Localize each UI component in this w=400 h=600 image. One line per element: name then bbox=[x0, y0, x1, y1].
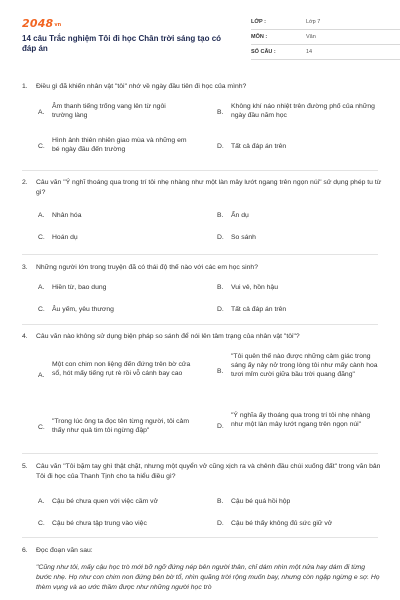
divider bbox=[22, 537, 378, 538]
question-3 bbox=[22, 263, 382, 323]
question-number: 1. bbox=[22, 83, 28, 90]
question-stem bbox=[22, 462, 382, 482]
option-b[interactable] bbox=[217, 102, 382, 122]
option-text: Một con chim non liệng đến đứng trên bờ cửa sổ, hót mấy tiếng rụt rè rồi vỗ cánh bay cao bbox=[52, 361, 191, 377]
question-text: Những người lớn trong truyện đã có thái độ thế nào với các em học sinh? bbox=[36, 264, 258, 271]
question-number: 5. bbox=[22, 463, 28, 470]
question-number: 6. bbox=[22, 547, 28, 554]
option-c[interactable] bbox=[38, 305, 198, 315]
question-number: 3. bbox=[22, 264, 28, 271]
option-b[interactable] bbox=[217, 283, 382, 293]
option-text: Cậu bé chưa quen với việc cầm vở bbox=[52, 498, 159, 505]
question-text: Câu văn "Ý nghĩ thoáng qua trong trí tôi nhẹ nhàng như một làn mây lướt ngang trên ngọn núi" sử dụng phép tu từ gì? bbox=[36, 179, 382, 196]
option-text: Cậu bé quá hồi hộp bbox=[231, 498, 291, 505]
meta-row-subject bbox=[251, 30, 400, 45]
option-b[interactable] bbox=[217, 211, 382, 221]
option-letter: C. bbox=[38, 234, 45, 241]
option-a[interactable] bbox=[38, 497, 208, 507]
option-a[interactable] bbox=[38, 283, 198, 293]
option-d[interactable] bbox=[217, 142, 382, 152]
question-stem bbox=[22, 546, 382, 556]
option-text: Hiền từ, bao dung bbox=[52, 284, 107, 291]
option-letter: D. bbox=[217, 423, 224, 430]
option-text: "Tôi quên thế nào được những cảm giác trong sáng ấy nảy nở trong lòng tôi như mấy cành hoa tươi mỉm cười giữa bầu trời quang đãng" bbox=[231, 353, 378, 378]
option-text: Cậu bé thấy không đủ sức giữ vở bbox=[231, 520, 333, 527]
question-text: Câu văn "Tôi bặm tay ghì thật chặt, nhưng một quyển vở cũng xịch ra và chênh đầu chúi xuống đất" trong văn bản Tôi đi học của Thanh Tịnh cho ta hiểu điều gì? bbox=[36, 463, 381, 480]
option-letter: B. bbox=[217, 368, 224, 375]
reading-passage: "Cũng như tôi, mấy cậu học trò mới bỡ ngỡ đứng nép bên người thân, chỉ dám nhìn một nửa hay dám đi từng bước nhẹ. Họ như con chim non đứng bên bờ tổ, nhìn quãng trời rộng muốn bay, nhưng còn ngập ngừng e sợ. Họ thèm vụng và ao ước thầm được như những người học trò bbox=[36, 564, 380, 591]
option-text: "Trong lúc ông ta đọc tên từng người, tôi cảm thấy như quả tim tôi ngừng đập" bbox=[52, 418, 189, 434]
option-text: Không khí náo nhiệt trên đường phố của những ngày đầu năm học bbox=[231, 103, 375, 119]
option-text: Ẩn dụ bbox=[231, 212, 249, 219]
question-text: Điều gì đã khiến nhân vật "tôi" nhớ về ngày đầu tiên đi học của mình? bbox=[36, 83, 247, 90]
question-number: 2. bbox=[22, 179, 28, 186]
option-a[interactable] bbox=[38, 102, 198, 122]
option-text: Vui vẻ, hồn hậu bbox=[231, 284, 278, 291]
question-stem bbox=[22, 332, 382, 342]
question-5 bbox=[22, 462, 382, 532]
meta-label: SỐ CÂU : bbox=[251, 49, 276, 55]
option-b[interactable] bbox=[217, 352, 382, 392]
option-text: "Ý nghĩa ấy thoáng qua trong trí tôi nhẹ nhàng như một làn mây lướt ngang trên ngọn núi" bbox=[231, 412, 371, 428]
option-text: Tất cả đáp án trên bbox=[231, 306, 287, 313]
option-text: Hình ảnh thiên nhiên giao mùa và những em bé ngày đầu đến trường bbox=[52, 137, 187, 153]
divider bbox=[22, 254, 378, 255]
question-stem bbox=[22, 82, 382, 92]
logo-sub-text: vn bbox=[54, 22, 62, 28]
question-4 bbox=[22, 332, 382, 450]
meta-row-grade bbox=[251, 15, 400, 30]
option-letter: B. bbox=[217, 109, 224, 116]
option-c[interactable] bbox=[38, 417, 208, 437]
option-letter: A. bbox=[38, 284, 45, 291]
divider bbox=[22, 324, 378, 325]
logo-main-text: 2048 bbox=[22, 17, 54, 30]
option-letter: D. bbox=[217, 143, 224, 150]
option-a[interactable] bbox=[38, 211, 198, 221]
option-text: Cậu bé chưa tập trung vào việc bbox=[52, 520, 147, 527]
option-text: Hoán dụ bbox=[52, 234, 78, 241]
option-text: So sánh bbox=[231, 234, 256, 241]
option-text: Âm thanh tiếng trống vang lên từ ngôi trường làng bbox=[52, 103, 166, 119]
meta-label: LỚP : bbox=[251, 19, 266, 25]
question-1 bbox=[22, 82, 382, 172]
option-b[interactable] bbox=[217, 497, 382, 507]
option-letter: D. bbox=[217, 306, 224, 313]
option-d[interactable] bbox=[217, 411, 382, 441]
option-letter: D. bbox=[217, 234, 224, 241]
meta-row-count bbox=[251, 45, 400, 60]
option-letter: A. bbox=[38, 109, 45, 116]
option-letter: C. bbox=[38, 424, 45, 431]
option-text: Nhân hóa bbox=[52, 212, 82, 219]
option-letter: D. bbox=[217, 520, 224, 527]
option-letter: A. bbox=[38, 372, 45, 379]
option-text: Tất cả đáp án trên bbox=[231, 143, 287, 150]
question-text: Đọc đoạn văn sau: bbox=[36, 547, 93, 554]
option-letter: C. bbox=[38, 520, 45, 527]
option-text: Âu yếm, yêu thương bbox=[52, 306, 114, 313]
meta-value: 14 bbox=[306, 49, 313, 55]
question-number: 4. bbox=[22, 333, 28, 340]
question-stem bbox=[22, 178, 382, 198]
divider bbox=[22, 453, 378, 454]
option-letter: B. bbox=[217, 284, 224, 291]
question-2 bbox=[22, 178, 382, 248]
option-c[interactable] bbox=[38, 233, 198, 243]
option-letter: C. bbox=[38, 306, 45, 313]
option-letter: C. bbox=[38, 143, 45, 150]
meta-value: Văn bbox=[306, 34, 316, 40]
divider bbox=[22, 170, 378, 171]
option-c[interactable] bbox=[38, 136, 198, 156]
question-stem bbox=[22, 263, 382, 273]
page-header bbox=[22, 14, 382, 66]
option-letter: A. bbox=[38, 212, 45, 219]
meta-value: Lớp 7 bbox=[306, 19, 321, 25]
question-text: Câu văn nào không sử dụng biện pháp so sánh để nói lên tâm trạng của nhân vật "tôi"? bbox=[36, 333, 300, 340]
question-6 bbox=[22, 546, 382, 560]
site-logo[interactable] bbox=[22, 14, 61, 28]
option-d[interactable] bbox=[217, 233, 382, 243]
page-title: 14 câu Trắc nghiệm Tôi đi học Chân trời sáng tạo có đáp án bbox=[22, 34, 222, 53]
option-c[interactable] bbox=[38, 519, 208, 529]
option-letter: B. bbox=[217, 498, 224, 505]
option-letter: A. bbox=[38, 498, 45, 505]
option-letter: B. bbox=[217, 212, 224, 219]
meta-label: MÔN : bbox=[251, 34, 268, 40]
option-d[interactable] bbox=[217, 305, 382, 315]
option-a[interactable] bbox=[38, 360, 208, 390]
meta-table bbox=[251, 15, 400, 60]
option-d[interactable] bbox=[217, 519, 382, 529]
